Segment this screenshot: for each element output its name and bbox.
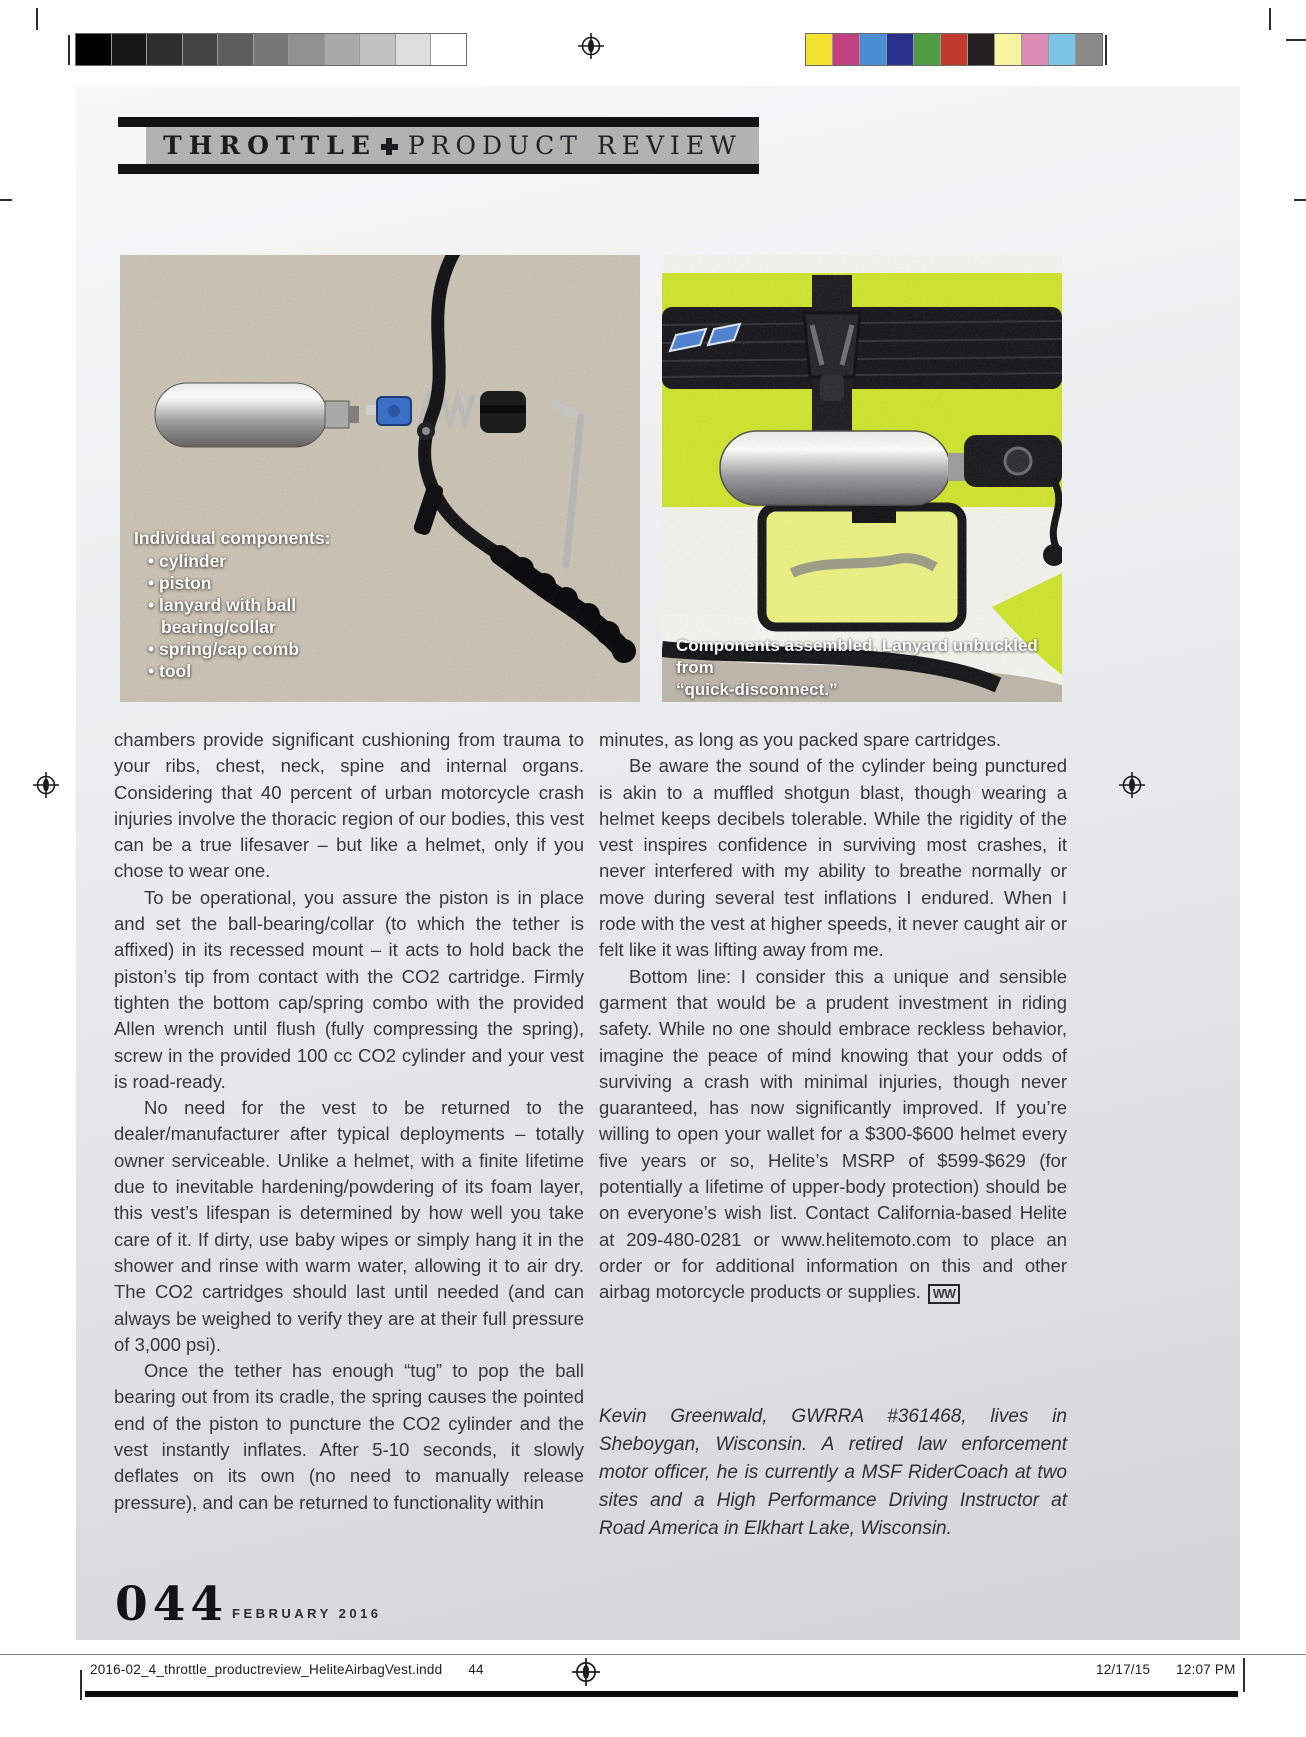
grayscale-swatch	[147, 34, 183, 65]
crop-mark	[1105, 35, 1107, 65]
color-swatch	[1022, 34, 1049, 65]
banner-rule-top	[118, 117, 759, 127]
slug-filename	[90, 1662, 484, 1677]
grayscale-swatch	[396, 34, 432, 65]
article-paragraph: Be aware the sound of the cylinder being punctured is akin to a muffled shotgun blast, though wearing a helmet keeps decibels tolerable. While the rigidity of the vest inspires confidence in surviving most crashes, it never interfered with my ability to breathe normally or move during several test inflations I endured. When I rode with the vest at higher speeds, it never caught air or felt like it was lifting away from me.	[599, 755, 1067, 961]
photo-caption-left	[134, 527, 364, 682]
article-paragraph: No need for the vest to be returned to the dealer/manufacturer after typical deployments – totally owner serviceable. Unlike a helmet, with a finite lifetime due to inevitable hardening/powdering of its foam layer, this vest’s lifespan is determined by how well you take care of it. If dirty, use baby wipes or simply hang it in the shower and rinse with warm water, allowing it to air dry. The CO2 cartridges should last until needed (and can always be weighed to verify they are at their full pressure of 3,000 psi).	[114, 1097, 584, 1355]
color-swatch	[833, 34, 860, 65]
color-swatch	[1049, 34, 1076, 65]
cap	[480, 391, 526, 433]
banner-strip	[146, 127, 759, 164]
grayscale-swatch	[76, 34, 112, 65]
crop-mark	[80, 1670, 82, 1700]
print-grayscale-bar	[75, 33, 467, 66]
grayscale-swatch	[325, 34, 361, 65]
registration-mark-icon	[1119, 772, 1145, 798]
caption-bullet-item: • spring/cap comb	[148, 638, 348, 660]
cross-icon	[381, 138, 398, 155]
grayscale-swatch	[183, 34, 219, 65]
caption-line-2: “quick-disconnect.”	[676, 680, 838, 699]
photo-caption-right	[676, 635, 1062, 701]
slug-date: 12/17/15	[1096, 1662, 1151, 1677]
color-swatch	[1076, 34, 1102, 65]
color-swatch	[806, 34, 833, 65]
crop-mark	[36, 8, 38, 30]
grayscale-swatch	[360, 34, 396, 65]
page-number: 044	[115, 1577, 229, 1632]
grayscale-swatch	[431, 34, 466, 65]
issue-date: FEBRUARY 2016	[232, 1606, 382, 1621]
color-swatch	[968, 34, 995, 65]
grayscale-swatch	[289, 34, 325, 65]
banner-rule-bottom	[118, 164, 759, 174]
registration-mark-icon	[572, 1658, 600, 1686]
banner-gap	[118, 127, 146, 164]
article-paragraph: minutes, as long as you packed spare cartridges.	[599, 729, 1002, 750]
color-swatch	[914, 34, 941, 65]
caption-bullet-item: • cylinder	[148, 550, 348, 572]
article-end-mark: WW	[928, 1284, 961, 1304]
article-column-right	[599, 727, 1067, 1306]
article-column-left	[114, 727, 584, 1516]
article-paragraph: To be operational, you assure the piston is in place and set the ball-bearing/collar (to which the tether is affixed) in its recessed mount – it acts to hold back the piston’s tip from contact with the CO2 cartridge. Firmly tighten the bottom cap/spring combo with the provided Allen wrench until flush (fully compressing the spring), screw in the provided 100 cc CO2 cylinder and your vest is road-ready.	[114, 886, 584, 1092]
author-bio: Kevin Greenwald, GWRRA #361468, lives in Sheboygan, Wisconsin. A retired law enforcement motor officer, he is currently a MSF RiderCoach at two sites and a High Performance Driving Instructor at Road America in Elkhart Lake, Wisconsin.	[599, 1406, 1067, 1539]
crop-mark	[68, 35, 70, 65]
caption-bullet-item: • tool	[148, 660, 348, 682]
crop-mark	[0, 199, 12, 201]
slug-time: 12:07 PM	[1176, 1662, 1236, 1677]
photo-individual-components	[120, 255, 640, 702]
color-swatch	[995, 34, 1022, 65]
slug-file: 2016-02_4_throttle_productreview_HeliteAirbagVest.indd	[90, 1662, 443, 1677]
slug-rule	[0, 1654, 1306, 1655]
section-subtitle: PRODUCT REVIEW	[407, 131, 742, 160]
photo-components-assembled	[662, 255, 1062, 702]
registration-mark-icon	[33, 772, 59, 798]
article-paragraph: Bottom line: I consider this a unique and sensible garment that would be a prudent investment in riding safety. While no one should embrace reckless behavior, imagine the peace of mind knowing that your odds of surviving a crash with minimal injuries, though never guaranteed, has now significantly improved. If you’re willing to open your wallet for a $300-$600 helmet every five years or so, Helite’s MSRP of $599-$629 (for potentially a lifetime of upper-body protection) should be on everyone’s wish list. Contact California-based Helite at 209-480-0281 or www.helitemoto.com to place an order or for additional information on this and other airbag motorcycle products or supplies. WW	[599, 965, 1067, 1303]
slug-datetime	[1096, 1662, 1236, 1677]
article-paragraph: Once the tether has enough “tug” to pop the ball bearing out from its cradle, the spring causes the pointed end of the piston to puncture the CO2 cylinder and the vest instantly inflates. After 5-10 seconds, it slowly deflates on its own (no need to manually release pressure), and can be returned to functionality within	[114, 1360, 584, 1513]
color-swatch	[887, 34, 914, 65]
trim-edge-bar	[85, 1691, 1238, 1697]
section-banner	[118, 117, 759, 174]
slug-page: 44	[468, 1662, 484, 1677]
color-swatch	[941, 34, 968, 65]
registration-mark-icon	[578, 33, 604, 59]
caption-title: Individual components:	[134, 528, 331, 548]
grayscale-swatch	[254, 34, 290, 65]
section-title: THROTTLE	[163, 131, 377, 160]
print-color-bar	[805, 33, 1103, 66]
crop-mark	[1286, 39, 1306, 41]
crop-mark	[1269, 8, 1271, 30]
grayscale-swatch	[218, 34, 254, 65]
crop-mark	[1243, 1658, 1245, 1692]
caption-bullet-item: • lanyard with ball bearing/collar	[148, 594, 348, 638]
color-swatch	[860, 34, 887, 65]
article-paragraph: chambers provide significant cushioning from trauma to your ribs, chest, neck, spine and internal organs. Considering that 40 percent of urban motorcycle crash injuries involve the thoracic region of our bodies, this vest can be a true lifesaver – but like a helmet, only if you chose to wear one.	[114, 729, 584, 882]
caption-line-1: Components assembled. Lanyard unbuckled from	[676, 636, 1038, 677]
caption-bullet-list	[148, 550, 348, 682]
crop-mark	[1294, 199, 1306, 201]
grayscale-swatch	[112, 34, 148, 65]
caption-bullet-item: • piston	[148, 572, 348, 594]
